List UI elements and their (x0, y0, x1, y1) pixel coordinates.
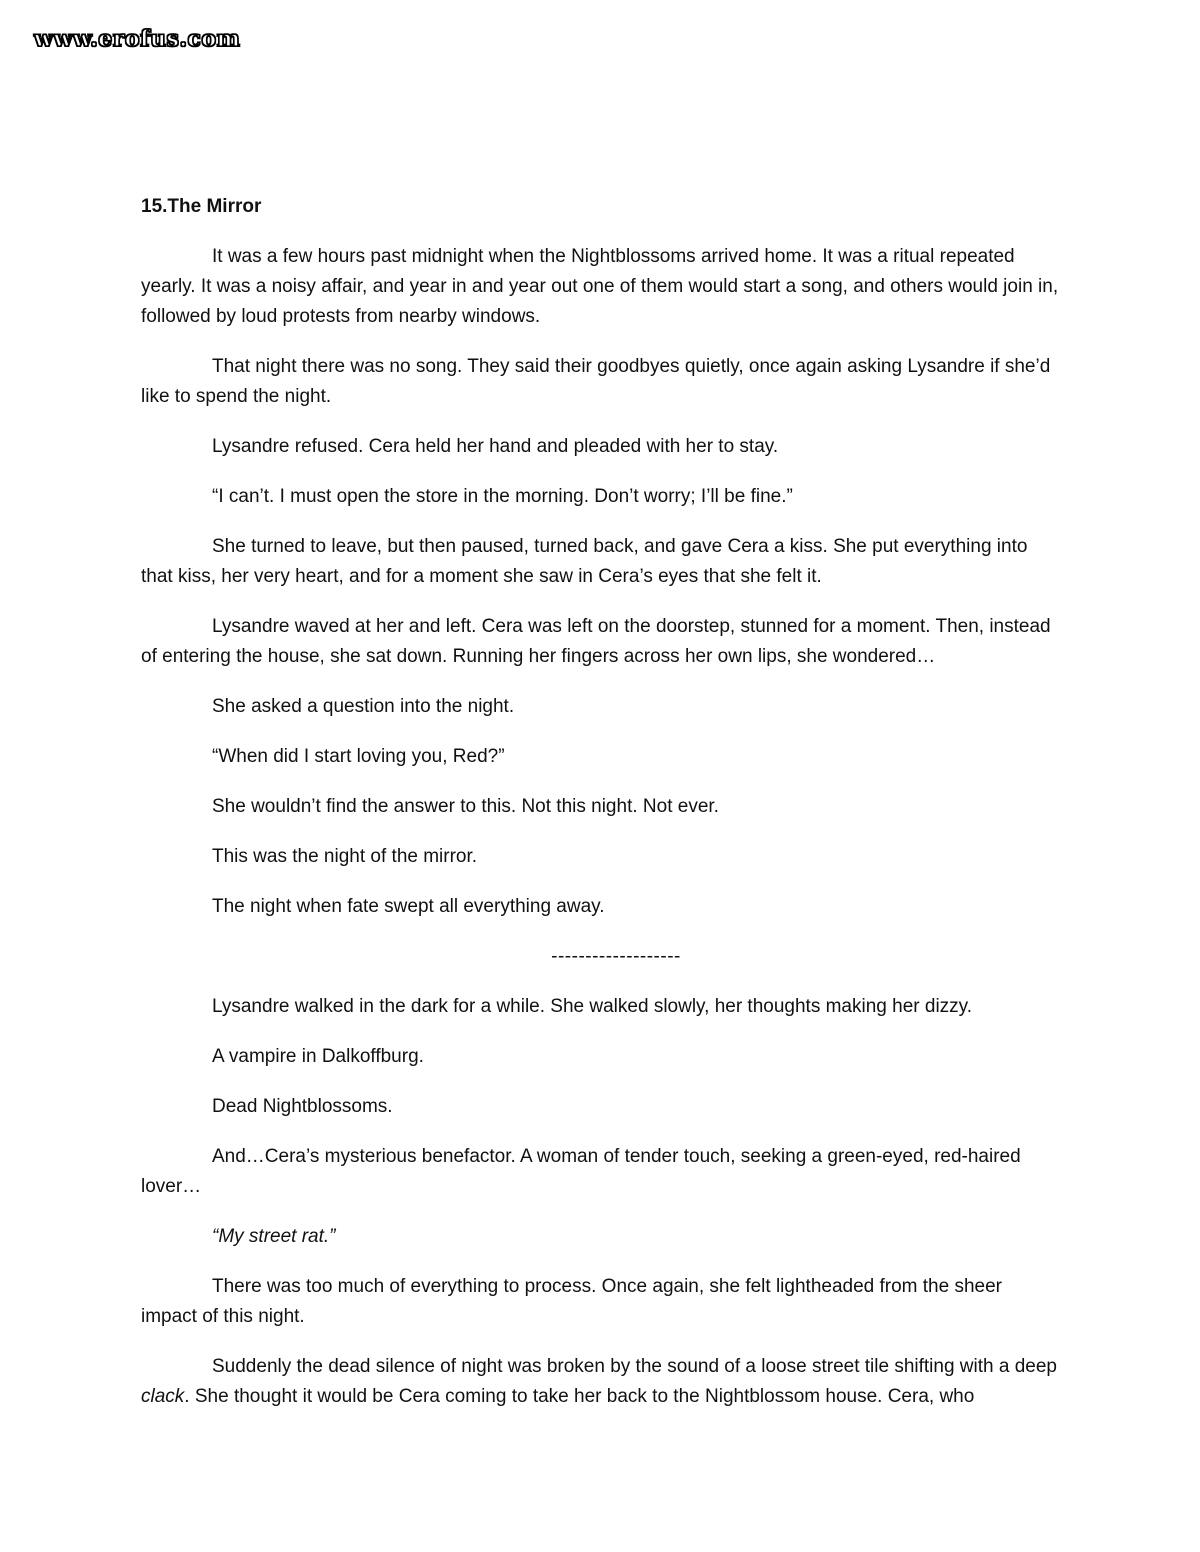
chapter-title: 15.The Mirror (141, 196, 262, 217)
last-paragraph-emphasis: clack (141, 1386, 185, 1407)
paragraph: And…Cera’s mysterious benefactor. A woman of tender touch, seeking a green-eyed, red-haired lover… (141, 1146, 1021, 1197)
last-paragraph (141, 1352, 1061, 1412)
paragraph: She turned to leave, but then paused, turned back, and gave Cera a kiss. She put everything into that kiss, her very heart, and for a moment she saw in Cera’s eyes that she felt it. (141, 536, 1028, 587)
paragraph: Lysandre walked in the dark for a while. She walked slowly, her thoughts making her dizzy. (212, 996, 973, 1017)
paragraph: She asked a question into the night. (212, 696, 515, 717)
italic-quote-paragraph: “My street rat.” (212, 1226, 336, 1247)
paragraph: The night when fate swept all everything away. (212, 896, 605, 917)
paragraph: Lysandre waved at her and left. Cera was left on the doorstep, stunned for a moment. Then, instead of entering the house, she sat down. Running her fingers across her own lips, she wondered… (141, 616, 1051, 667)
last-paragraph-after: . She thought it would be Cera coming to take her back to the Nightblossom house. Cera, who (184, 1386, 975, 1407)
paragraph: That night there was no song. They said their goodbyes quietly, once again asking Lysandre if she’d like to spend the night. (141, 356, 1051, 407)
site-watermark: www.erofus.com (34, 26, 241, 52)
last-paragraph-before: Suddenly the dead silence of night was broken by the sound of a loose street tile shifting with a deep (212, 1356, 1057, 1377)
paragraph: A vampire in Dalkoffburg. (212, 1046, 424, 1067)
paragraph: She wouldn’t find the answer to this. Not this night. Not ever. (212, 796, 719, 817)
scene-separator: ------------------- (551, 946, 681, 967)
book-page (141, 192, 1061, 1432)
paragraph: It was a few hours past midnight when the Nightblossoms arrived home. It was a ritual repeated yearly. It was a noisy affair, and year in and year out one of them would start a song, and others would join in, followed by loud protests from nearby windows. (141, 246, 1059, 327)
paragraph: Dead Nightblossoms. (212, 1096, 393, 1117)
paragraph: “I can’t. I must open the store in the morning. Don’t worry; I’ll be fine.” (212, 486, 793, 507)
paragraph: There was too much of everything to process. Once again, she felt lightheaded from the sheer impact of this night. (141, 1276, 1002, 1327)
paragraph: Lysandre refused. Cera held her hand and pleaded with her to stay. (212, 436, 779, 457)
paragraph: “When did I start loving you, Red?” (212, 746, 505, 767)
paragraph: This was the night of the mirror. (212, 846, 478, 867)
